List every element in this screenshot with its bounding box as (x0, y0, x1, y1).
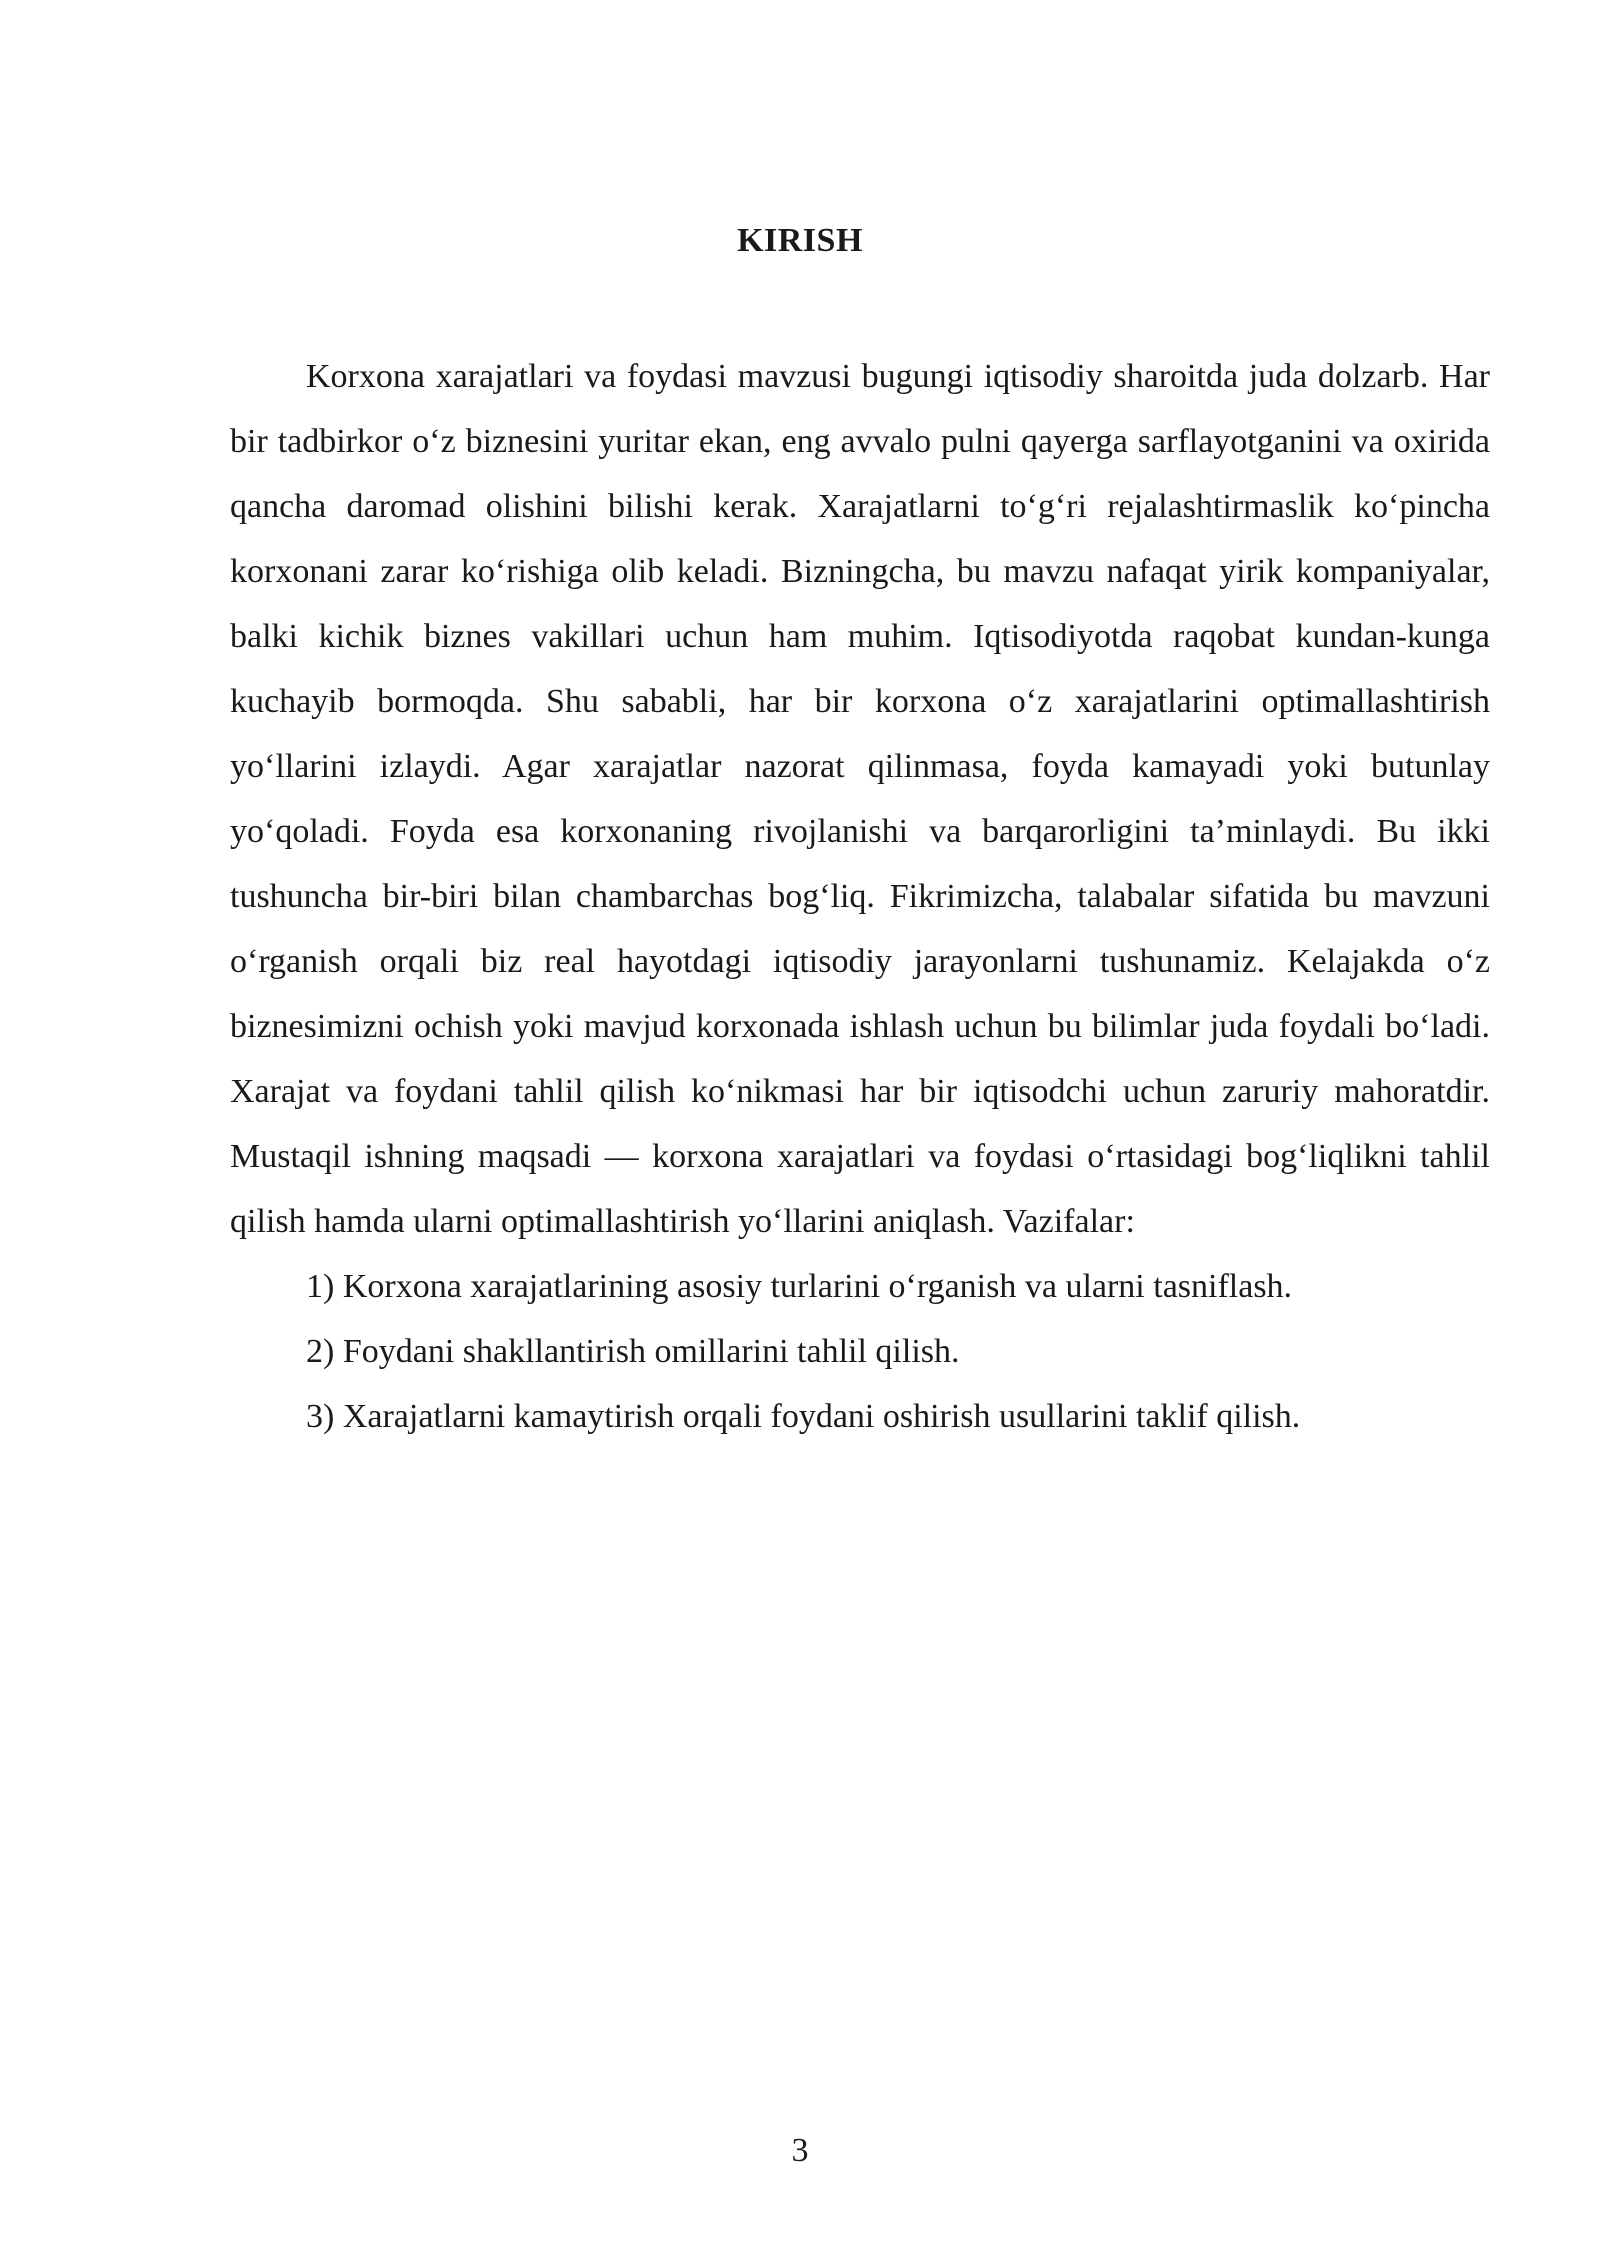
task-item-2: 2) Foydani shakllantirish omillarini tahlil qilish. (306, 1333, 960, 1370)
section-heading: KIRISH (737, 222, 863, 259)
page-number: 3 (791, 2132, 809, 2169)
intro-paragraph: Korxona xarajatlari va foydasi mavzusi bugungi iqtisodiy sharoitda juda dolzarb. Har bir tadbirkor o‘z biznesini yuritar ekan, eng avvalo pulni qayerga sarflayotganini va oxirida qancha daromad olishini bilishi kerak. Xarajatlarni to‘g‘ri rejalashtirmaslik ko‘pincha korxonani zarar ko‘rishiga olib keladi. Bizningcha, bu mavzu nafaqat yirik kompaniyalar, balki kichik biznes vakillari uchun ham muhim. Iqtisodiyotda raqobat kundan-kunga kuchayib bormoqda. Shu sababli, har bir korxona o‘z xarajatlarini optimallashtirish yo‘llarini izlaydi. Agar xarajatlar nazorat qilinmasa, foyda kamayadi yoki butunlay yo‘qoladi. Foyda esa korxonaning rivojlanishi va barqarorligini ta’minlaydi. Bu ikki tushuncha bir-biri bilan chambarchas bog‘liq. Fikrimizcha, talabalar sifatida bu mavzuni o‘rganish orqali biz real hayotdagi iqtisodiy jarayonlarni tushunamiz. Kelajakda o‘z biznesimizni ochish yoki mavjud korxonada ishlash uchun bu bilimlar juda foydali bo‘ladi. Xarajat va foydani tahlil qilish ko‘nikmasi har bir iqtisodchi uchun zaruriy mahoratdir. Mustaqil ishning maqsadi — korxona xarajatlari va foydasi o‘rtasidagi bog‘liqlikni tahlil qilish hamda ularni optimallashtirish yo‘llarini aniqlash. Vazifalar: (230, 358, 1490, 1240)
task-item-1: 1) Korxona xarajatlarining asosiy turlarini o‘rganish va ularni tasniflash. (306, 1268, 1293, 1305)
task-item-3: 3) Xarajatlarni kamaytirish orqali foydani oshirish usullarini taklif qilish. (306, 1398, 1301, 1435)
body-text (230, 344, 1490, 1449)
